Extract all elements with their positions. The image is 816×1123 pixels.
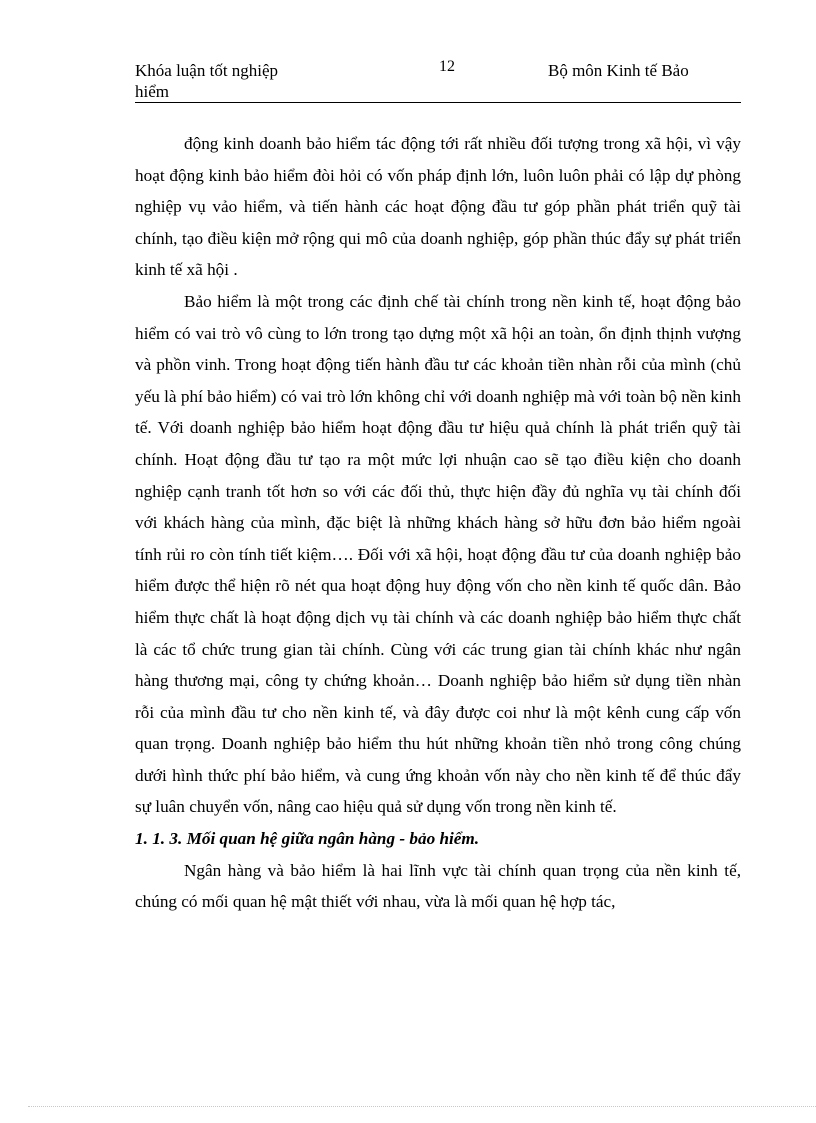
paragraph-bank-insurance: Ngân hàng và bảo hiểm là hai lĩnh vực tài chính quan trọng của nền kinh tế, chúng có mối quan hệ mật thiết với nhau, vừa là mối quan hệ hợp tác, [135, 860, 741, 912]
document-body [135, 128, 741, 918]
page-bottom-border [28, 1106, 816, 1107]
header-thesis-title [135, 60, 315, 102]
paragraph-insurance-role: Bảo hiểm là một trong các định chế tài chính trong nền kinh tế, hoạt động bảo hiểm có vai trò vô cùng to lớn trong tạo dựng một xã hội an toàn, ổn định thịnh vượng và phồn vinh. Trong hoạt động tiến hành đầu tư các khoản tiền nhàn rỗi của mình (chủ yếu là phí bảo hiểm) có vai trò lớn không chỉ với doanh nghiệp mà với toàn bộ nền kinh tế. Với doanh nghiệp bảo hiểm hoạt động đầu tư hiệu quả chính là phát triển quỹ tài chính. Hoạt động đầu tư tạo ra một mức lợi nhuận cao sẽ tạo điều kiện cho doanh nghiệp cạnh tranh tốt hơn so với các đối thủ, thực hiện đầy đủ nghĩa vụ tài chính đối với khách hàng của mình, đặc biệt là những khách hàng sở hữu đơn bảo hiểm ngoài tính rủi ro còn tính tiết kiệm…. Đối với xã hội, hoạt động đầu tư của doanh nghiệp bảo hiểm được thể hiện rõ nét qua hoạt động huy động vốn cho nền kinh tế quốc dân. Bảo hiểm thực chất là hoạt động dịch vụ tài chính và các doanh nghiệp bảo hiểm thực chất là các tổ chức trung gian tài chính. Cùng với các trung gian tài chính khác như ngân hàng thương mại, công ty chứng khoản… Doanh nghiệp bảo hiểm sử dụng tiền nhàn rỗi của mình đầu tư cho nền kinh tế, và đây được coi như là một kênh cung cấp vốn quan trọng. Doanh nghiệp bảo hiểm thu hút những khoản tiền nhỏ trong công chúng dưới hình thức phí bảo hiểm, và cung ứng khoản vốn này cho nền kinh tế để thúc đẩy sự luân chuyển vốn, nâng cao hiệu quả sử dụng vốn trong nền kinh tế. [135, 291, 741, 817]
header-thesis-title-line1: Khóa luận tốt nghiệp [135, 61, 279, 80]
header-thesis-title-line2: hiểm [135, 82, 169, 101]
page-number: 12 [439, 58, 455, 75]
section-heading: 1. 1. 3. Mối quan hệ giữa ngân hàng - bảo hiểm. [135, 829, 480, 849]
page-header [135, 58, 741, 103]
header-department: Bộ môn Kinh tế Bảo [548, 61, 689, 80]
paragraph-continuation: động kinh doanh bảo hiểm tác động tới rất nhiều đối tượng trong xã hội, vì vậy hoạt động kinh bảo hiểm đòi hỏi có vốn pháp định lớn, luôn luôn phải có lập dự phòng nghiệp vụ vảo hiểm, và tiến hành các hoạt động đầu tư góp phần phát triển quỹ tài chính, tạo điều kiện mở rộng qui mô của doanh nghiệp, góp phần thúc đẩy sự phát triển kinh tế xã hội . [135, 134, 741, 280]
